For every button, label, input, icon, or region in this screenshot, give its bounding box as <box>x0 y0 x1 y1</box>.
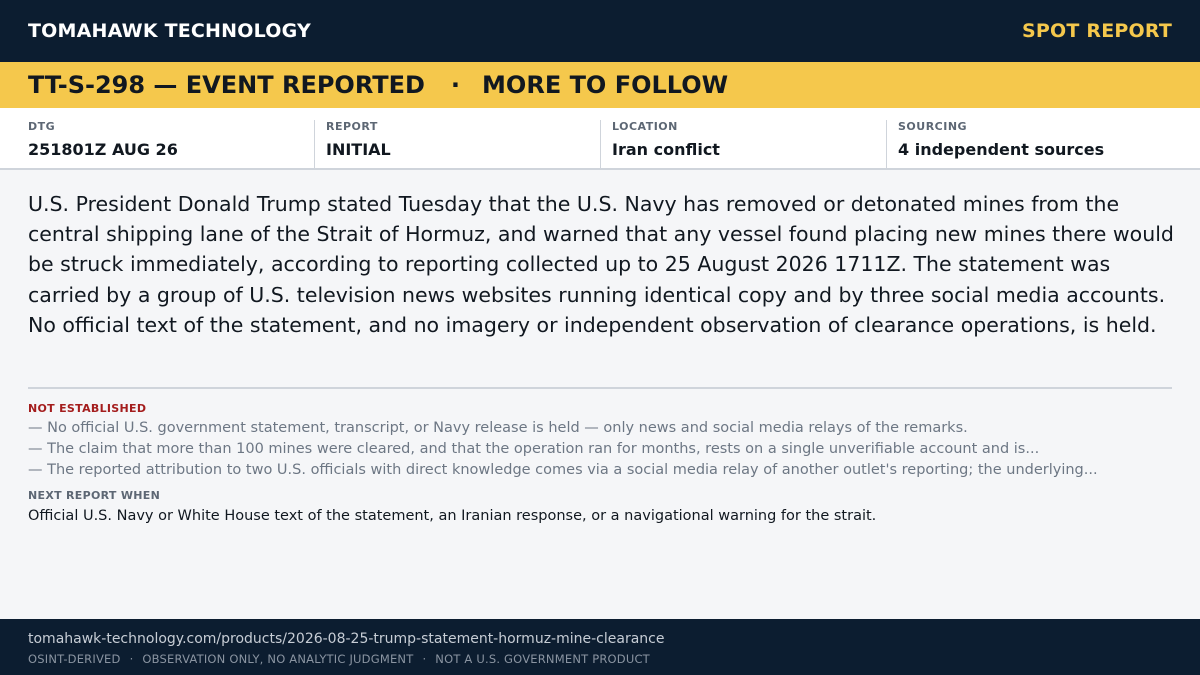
footer-tags <box>28 652 1172 666</box>
footer <box>0 619 1200 675</box>
footer-tag: NOT A U.S. GOVERNMENT PRODUCT <box>435 652 650 666</box>
report-type-label: SPOT REPORT <box>1022 20 1172 42</box>
meta-label: DTG <box>28 120 56 133</box>
list-item: — No official U.S. government statement, transcript, or Navy release is held — only news and social media relays of the remarks. <box>28 420 968 436</box>
meta-dtg <box>28 120 314 168</box>
meta-label: REPORT <box>326 120 378 133</box>
meta-value: Iran conflict <box>612 140 720 159</box>
meta-sourcing <box>886 120 1172 168</box>
meta-value: 251801Z AUG 26 <box>28 140 178 159</box>
not-established-list <box>28 418 1172 481</box>
top-bar <box>0 0 1200 62</box>
section-divider <box>28 387 1172 389</box>
footer-tag: OSINT-DERIVED <box>28 652 121 666</box>
meta-value: INITIAL <box>326 140 391 159</box>
footer-tag-separator: · <box>422 652 427 666</box>
meta-location <box>600 120 886 168</box>
next-report-text: Official U.S. Navy or White House text of the statement, an Iranian response, or a navigational warning for the strait. <box>28 508 877 524</box>
meta-value: 4 independent sources <box>898 140 1105 159</box>
follow-status: MORE TO FOLLOW <box>482 71 729 99</box>
not-established-label: NOT ESTABLISHED <box>28 402 147 415</box>
headline-banner <box>0 62 1200 108</box>
footer-tag-separator: · <box>129 652 134 666</box>
footer-tag: OBSERVATION ONLY, NO ANALYTIC JUDGMENT <box>142 652 414 666</box>
metadata-strip <box>0 108 1200 170</box>
brand-name: TOMAHAWK TECHNOLOGY <box>28 20 311 42</box>
report-url-link[interactable]: tomahawk-technology.com/products/2026-08-25-trump-statement-hormuz-mine-clearance <box>28 631 665 647</box>
meta-report <box>314 120 600 168</box>
report-body: U.S. President Donald Trump stated Tuesday that the U.S. Navy has removed or detonated mines from the central shipping lane of the Strait of Hormuz, and warned that any vessel found placing new mines there would be struck immediately, according to reporting collected up to 25 August 2026 1711Z. The statement was carried by a group of U.S. television news websites running identical copy and by three social media accounts. No official text of the statement, and no imagery or independent observation of clearance operations, is held. <box>28 192 1174 337</box>
next-report-label: NEXT REPORT WHEN <box>28 489 161 502</box>
report-id-status: TT-S-298 — EVENT REPORTED <box>28 71 425 99</box>
list-item: — The reported attribution to two U.S. officials with direct knowledge comes via a social media relay of another outlet's reporting; the underlying... <box>28 462 1098 478</box>
meta-label: LOCATION <box>612 120 678 133</box>
headline-separator: · <box>450 71 461 99</box>
meta-label: SOURCING <box>898 120 968 133</box>
list-item: — The claim that more than 100 mines were cleared, and that the operation ran for months, rests on a single unverifiable account and is... <box>28 441 1040 457</box>
